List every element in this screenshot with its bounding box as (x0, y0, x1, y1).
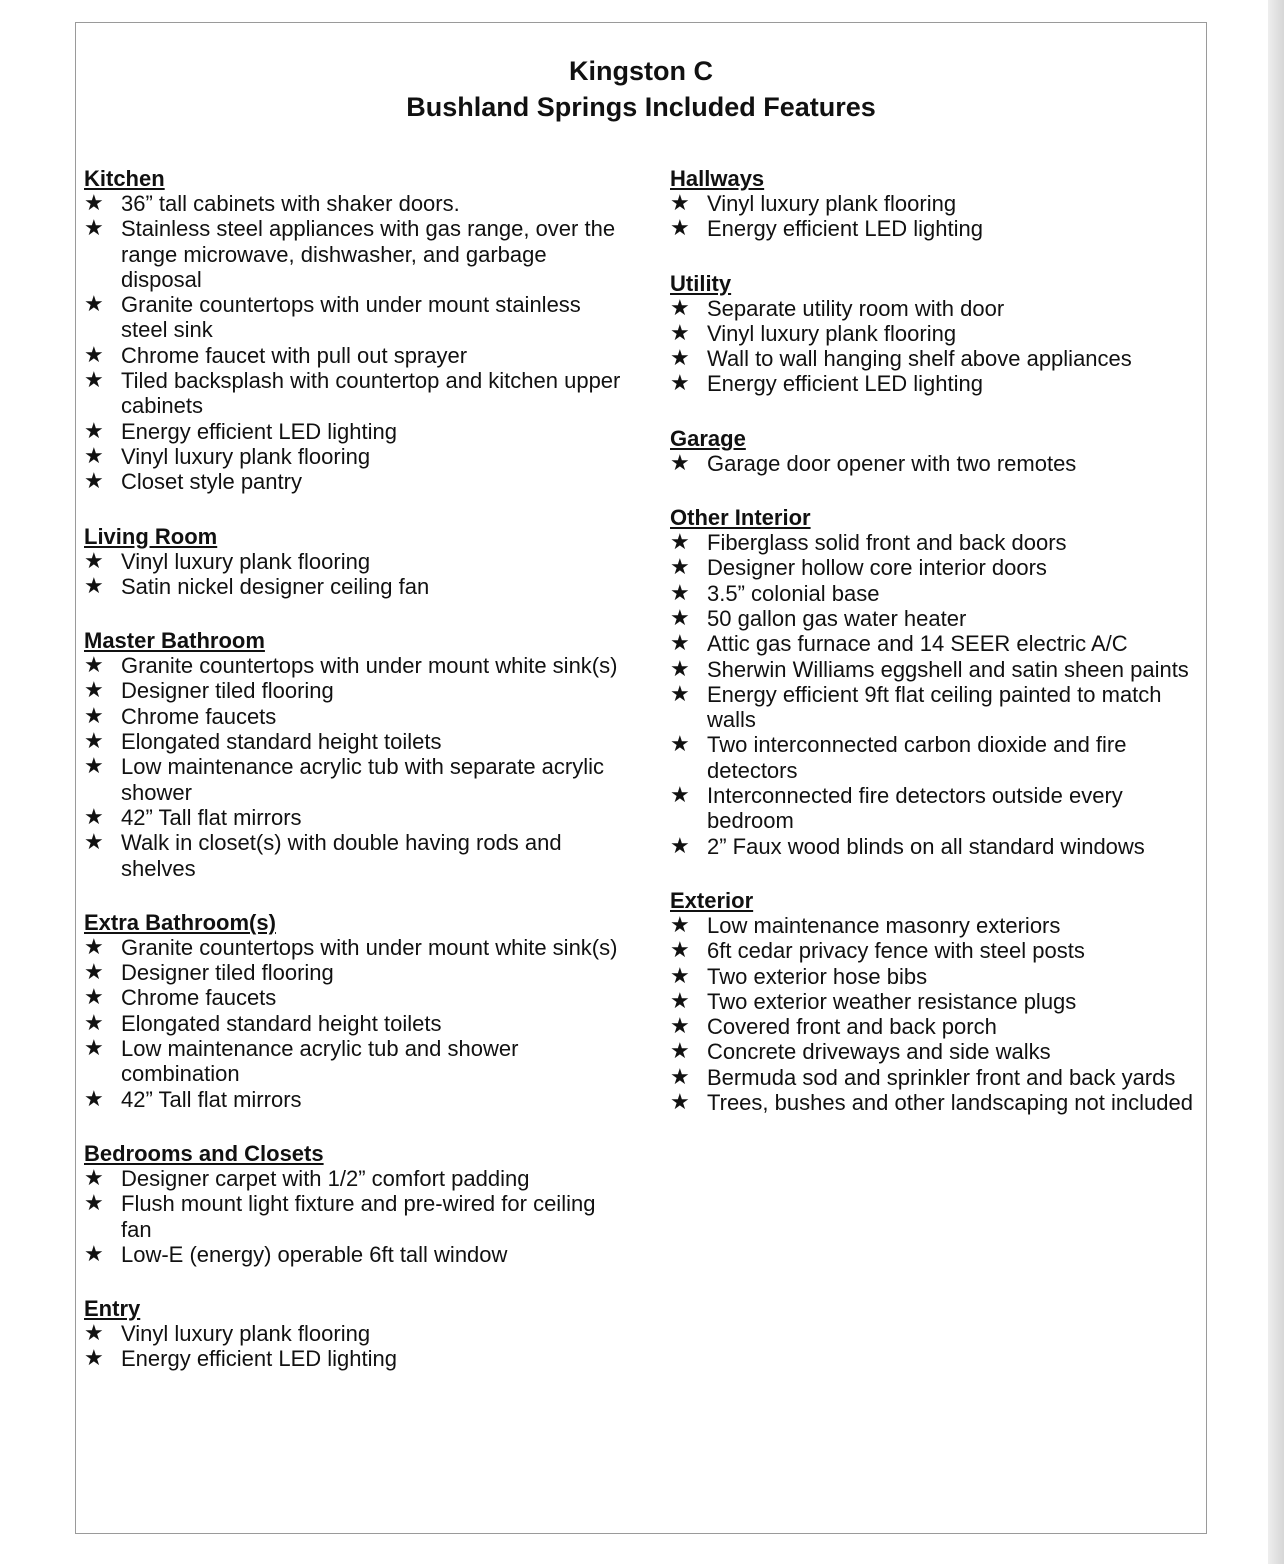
feature-text: Walk in closet(s) with double having rods and shelves (121, 830, 562, 881)
feature-item (84, 1087, 624, 1112)
feature-text: Vinyl luxury plank flooring (707, 191, 957, 216)
star-icon: ★ (670, 988, 690, 1014)
star-icon: ★ (84, 191, 104, 216)
star-icon: ★ (84, 469, 104, 495)
feature-text: Attic gas furnace and 14 SEER electric A/C (707, 631, 1128, 657)
feature-text: Designer tiled flooring (121, 960, 334, 986)
feature-item (84, 830, 624, 881)
feature-item (84, 1036, 624, 1087)
feature-item (84, 419, 624, 444)
star-icon: ★ (84, 653, 104, 679)
feature-item (84, 1191, 624, 1242)
section-master-bathroom (84, 628, 624, 881)
star-icon: ★ (670, 631, 690, 657)
feature-text: Elongated standard height toilets (121, 1010, 442, 1036)
feature-text: Stainless steel appliances with gas range, over the range microwave, dishwasher, and garbage disposal (121, 216, 616, 292)
section-heading: Utility (670, 270, 732, 296)
star-icon: ★ (670, 681, 690, 707)
section-heading: Other Interior (670, 505, 811, 531)
feature-item (670, 216, 1200, 241)
section-heading: Bedrooms and Closets (84, 1140, 324, 1166)
star-icon: ★ (670, 295, 690, 321)
feature-item (670, 606, 1200, 631)
feature-text: Energy efficient LED lighting (707, 216, 983, 242)
star-icon: ★ (670, 656, 690, 682)
feature-item (670, 783, 1200, 834)
star-icon: ★ (670, 1064, 690, 1090)
title-line-2: Bushland Springs Included Features (406, 92, 876, 122)
star-icon: ★ (84, 1191, 104, 1217)
feature-item (84, 805, 624, 830)
star-icon: ★ (670, 732, 690, 758)
star-icon: ★ (84, 1086, 104, 1112)
feature-text: Closet style pantry (121, 469, 302, 495)
star-icon: ★ (84, 703, 104, 729)
feature-list (670, 913, 1200, 1115)
feature-item (84, 216, 624, 292)
feature-text: Energy efficient LED lighting (121, 418, 397, 444)
feature-item (84, 754, 624, 805)
star-icon: ★ (84, 1241, 104, 1267)
section-garage (670, 426, 1200, 476)
star-icon: ★ (670, 555, 690, 581)
feature-item (670, 346, 1200, 371)
feature-text: Vinyl luxury plank flooring (121, 548, 371, 574)
feature-list (84, 653, 624, 881)
star-icon: ★ (84, 418, 104, 444)
star-icon: ★ (84, 678, 104, 704)
feature-text: Energy efficient LED lighting (121, 1346, 397, 1372)
section-heading: Garage (670, 425, 746, 451)
feature-text: 42” Tall flat mirrors (121, 1086, 302, 1112)
section-heading: Master Bathroom (84, 628, 265, 654)
feature-item (84, 549, 624, 574)
feature-item (670, 451, 1200, 476)
feature-item (670, 938, 1200, 963)
feature-text: Low maintenance acrylic tub with separate acrylic shower (121, 754, 605, 805)
section-heading: Living Room (84, 523, 218, 549)
star-icon: ★ (84, 1036, 104, 1062)
feature-item (670, 581, 1200, 606)
star-icon: ★ (670, 1039, 690, 1065)
feature-list (84, 1166, 624, 1267)
feature-item (670, 1014, 1200, 1039)
feature-text: Chrome faucet with pull out sprayer (121, 342, 468, 368)
feature-text: 3.5” colonial base (707, 580, 880, 606)
feature-item (84, 343, 624, 368)
star-icon: ★ (670, 938, 690, 964)
feature-text: Two exterior hose bibs (707, 963, 928, 989)
feature-item (670, 1065, 1200, 1090)
feature-text: Trees, bushes and other landscaping not included (707, 1090, 1193, 1116)
star-icon: ★ (670, 530, 690, 556)
feature-item (84, 678, 624, 703)
feature-text: Separate utility room with door (707, 295, 1005, 321)
feature-text: Bermuda sod and sprinkler front and back yards (707, 1064, 1176, 1090)
star-icon: ★ (670, 191, 690, 216)
feature-list (84, 935, 624, 1112)
star-icon: ★ (670, 1090, 690, 1116)
right-column (670, 166, 1200, 1144)
feature-text: Vinyl luxury plank flooring (121, 1321, 371, 1347)
feature-item (670, 631, 1200, 656)
star-icon: ★ (670, 371, 690, 397)
feature-item (84, 653, 624, 678)
feature-item (670, 834, 1200, 859)
star-icon: ★ (84, 960, 104, 986)
feature-item (84, 729, 624, 754)
feature-text: Designer hollow core interior doors (707, 555, 1047, 581)
left-column (84, 166, 624, 1401)
feature-text: Vinyl luxury plank flooring (707, 320, 957, 346)
feature-item (84, 935, 624, 960)
feature-item (670, 321, 1200, 346)
star-icon: ★ (670, 605, 690, 631)
section-heading: Hallways (670, 166, 765, 191)
feature-text: 2” Faux wood blinds on all standard windows (707, 833, 1145, 859)
feature-item (84, 444, 624, 469)
star-icon: ★ (84, 368, 104, 394)
feature-item (84, 1011, 624, 1036)
feature-text: Granite countertops with under mount white sink(s) (121, 934, 618, 960)
section-heading: Extra Bathroom(s) (84, 909, 276, 935)
feature-item (670, 296, 1200, 321)
feature-item (670, 371, 1200, 396)
star-icon: ★ (84, 729, 104, 755)
star-icon: ★ (670, 216, 690, 242)
section-hallways (670, 166, 1200, 242)
feature-text: Flush mount light fixture and pre-wired for ceiling fan (121, 1191, 596, 1242)
feature-list (670, 191, 1200, 242)
feature-text: Two interconnected carbon dioxide and fire detectors (707, 732, 1127, 783)
feature-item (84, 1242, 624, 1267)
feature-text: Wall to wall hanging shelf above appliances (707, 346, 1132, 372)
star-icon: ★ (84, 754, 104, 780)
section-entry (84, 1296, 624, 1372)
star-icon: ★ (670, 346, 690, 372)
star-icon: ★ (84, 548, 104, 574)
feature-item (84, 985, 624, 1010)
feature-list (670, 530, 1200, 859)
feature-text: Granite countertops with under mount stainless steel sink (121, 292, 581, 343)
star-icon: ★ (84, 1010, 104, 1036)
feature-text: Tiled backsplash with countertop and kitchen upper cabinets (121, 368, 621, 419)
title-line-1: Kingston C (569, 56, 713, 86)
star-icon: ★ (670, 963, 690, 989)
feature-text: Fiberglass solid front and back doors (707, 530, 1067, 556)
feature-item (670, 657, 1200, 682)
star-icon: ★ (84, 342, 104, 368)
star-icon: ★ (84, 1165, 104, 1191)
feature-item (670, 732, 1200, 783)
feature-text: 50 gallon gas water heater (707, 605, 967, 631)
section-extra-bathroom-s (84, 910, 624, 1112)
star-icon: ★ (670, 833, 690, 859)
feature-text: 42” Tall flat mirrors (121, 804, 302, 830)
feature-text: Elongated standard height toilets (121, 729, 442, 755)
feature-item (84, 1321, 624, 1346)
section-other-interior (670, 505, 1200, 859)
star-icon: ★ (84, 1346, 104, 1372)
feature-list (84, 549, 624, 600)
section-heading: Kitchen (84, 166, 165, 191)
feature-text: 6ft cedar privacy fence with steel posts (707, 938, 1085, 964)
feature-text: Energy efficient 9ft flat ceiling painted to match walls (707, 681, 1162, 733)
star-icon: ★ (84, 292, 104, 318)
feature-text: Chrome faucets (121, 985, 277, 1011)
star-icon: ★ (84, 985, 104, 1011)
feature-text: Low-E (energy) operable 6ft tall window (121, 1241, 508, 1267)
star-icon: ★ (84, 573, 104, 599)
star-icon: ★ (84, 934, 104, 960)
feature-item (84, 191, 624, 216)
feature-text: Low maintenance masonry exteriors (707, 912, 1061, 938)
section-heading: Entry (84, 1296, 141, 1322)
star-icon: ★ (670, 1014, 690, 1040)
feature-list (84, 1321, 624, 1372)
section-living-room (84, 524, 624, 600)
star-icon: ★ (84, 216, 104, 242)
feature-list (84, 191, 624, 495)
feature-text: Covered front and back porch (707, 1014, 997, 1040)
feature-text: Sherwin Williams eggshell and satin sheen paints (707, 656, 1189, 682)
feature-text: Chrome faucets (121, 703, 277, 729)
star-icon: ★ (84, 830, 104, 856)
feature-item (670, 1090, 1200, 1115)
document-title (76, 53, 1206, 125)
document-page (75, 22, 1207, 1534)
feature-item (670, 555, 1200, 580)
feature-text: 36” tall cabinets with shaker doors. (121, 191, 460, 216)
feature-text: Two exterior weather resistance plugs (707, 988, 1077, 1014)
star-icon: ★ (84, 804, 104, 830)
feature-item (84, 469, 624, 494)
star-icon: ★ (670, 580, 690, 606)
section-utility (670, 271, 1200, 397)
feature-text: Garage door opener with two remotes (707, 450, 1077, 476)
feature-text: Low maintenance acrylic tub and shower combination (121, 1036, 519, 1087)
section-exterior (670, 888, 1200, 1115)
feature-item (84, 1346, 624, 1371)
feature-item (670, 530, 1200, 555)
star-icon: ★ (670, 450, 690, 476)
star-icon: ★ (84, 1321, 104, 1347)
feature-item (670, 913, 1200, 938)
section-bedrooms-and-closets (84, 1141, 624, 1267)
feature-text: Energy efficient LED lighting (707, 371, 983, 397)
feature-item (84, 960, 624, 985)
page-edge-shadow (1268, 0, 1284, 1564)
feature-item (84, 368, 624, 419)
feature-item (84, 1166, 624, 1191)
feature-text: Interconnected fire detectors outside every bedroom (707, 783, 1123, 834)
feature-item (84, 574, 624, 599)
section-kitchen (84, 166, 624, 495)
feature-item (670, 989, 1200, 1014)
feature-item (670, 1039, 1200, 1064)
feature-item (670, 682, 1200, 733)
feature-text: Concrete driveways and side walks (707, 1039, 1051, 1065)
feature-item (84, 704, 624, 729)
feature-text: Granite countertops with under mount white sink(s) (121, 653, 618, 679)
feature-text: Satin nickel designer ceiling fan (121, 573, 430, 599)
star-icon: ★ (84, 443, 104, 469)
feature-item (84, 292, 624, 343)
star-icon: ★ (670, 320, 690, 346)
feature-text: Designer tiled flooring (121, 678, 334, 704)
feature-item (670, 191, 1200, 216)
feature-text: Designer carpet with 1/2” comfort padding (121, 1165, 530, 1191)
feature-list (670, 296, 1200, 397)
feature-list (670, 451, 1200, 476)
feature-text: Vinyl luxury plank flooring (121, 443, 371, 469)
star-icon: ★ (670, 783, 690, 809)
section-heading: Exterior (670, 887, 754, 913)
feature-item (670, 964, 1200, 989)
star-icon: ★ (670, 912, 690, 938)
